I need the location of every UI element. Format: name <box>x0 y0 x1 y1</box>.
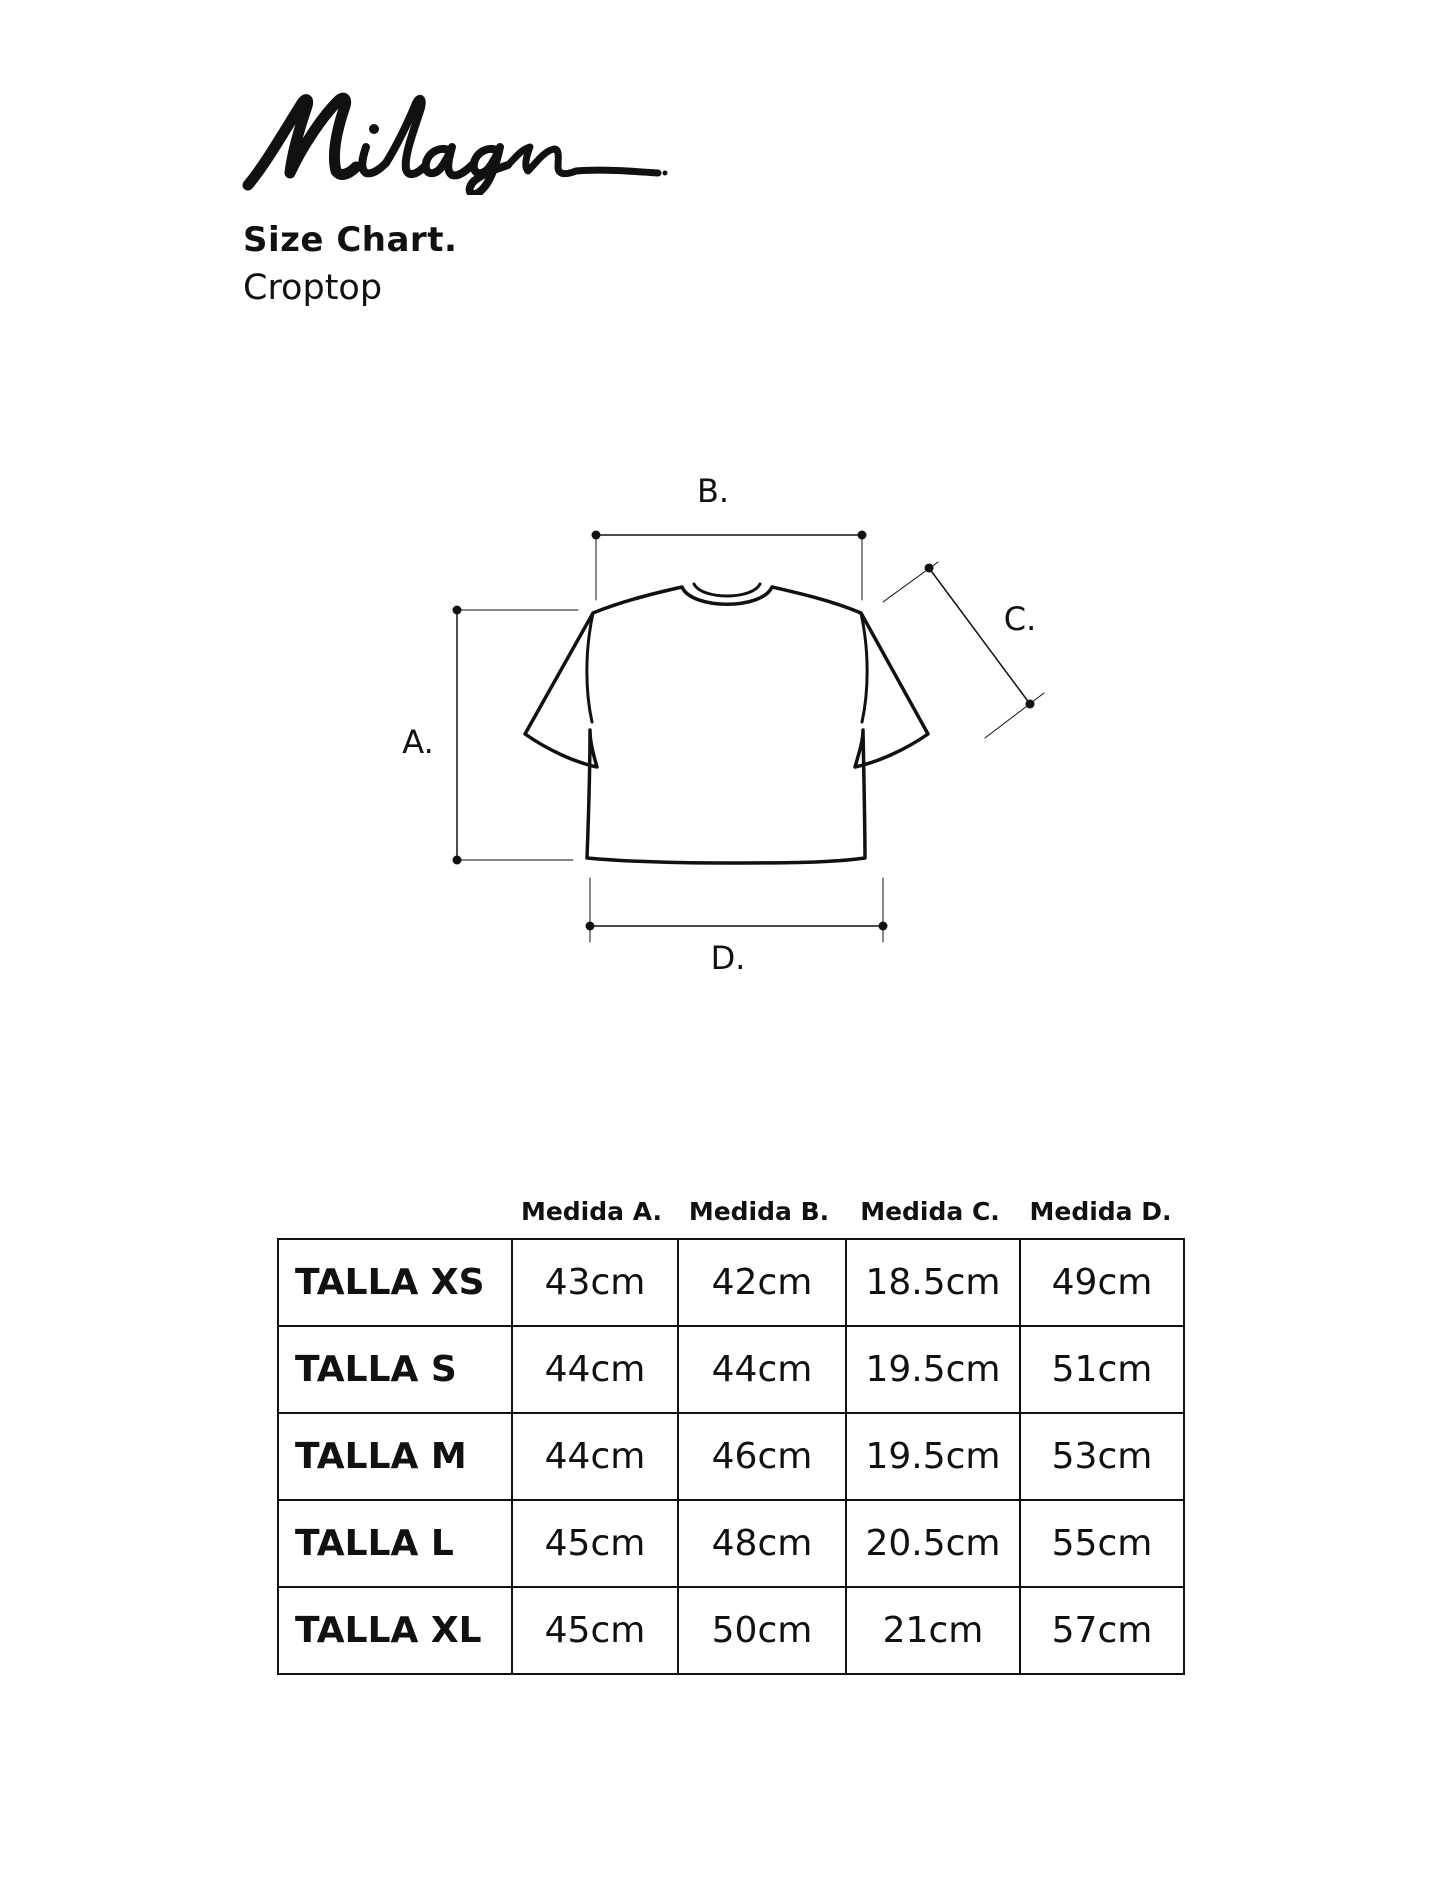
table-cell: 44cm <box>512 1413 678 1500</box>
table-cell: 51cm <box>1020 1326 1184 1413</box>
table-cell: 42cm <box>678 1239 846 1326</box>
table-cell: 21cm <box>846 1587 1020 1674</box>
table-cell: 43cm <box>512 1239 678 1326</box>
table-column-headers <box>508 1197 1184 1226</box>
column-header-medida-c: Medida C. <box>860 1197 1000 1226</box>
table-cell: 18.5cm <box>846 1239 1020 1326</box>
table-cell: 50cm <box>678 1587 846 1674</box>
table-cell: 53cm <box>1020 1413 1184 1500</box>
table-cell: 44cm <box>678 1326 846 1413</box>
brand-logo <box>240 85 670 195</box>
table-cell: 44cm <box>512 1326 678 1413</box>
label-b: B. <box>696 472 730 510</box>
table-cell: 49cm <box>1020 1239 1184 1326</box>
table-cell: 57cm <box>1020 1587 1184 1674</box>
table-row <box>278 1413 1184 1500</box>
table-cell: 45cm <box>512 1500 678 1587</box>
size-label: TALLA L <box>278 1500 512 1587</box>
page-subtitle: Croptop <box>243 268 383 308</box>
size-label: TALLA XS <box>278 1239 512 1326</box>
label-d: D. <box>710 939 746 977</box>
size-table <box>277 1238 1185 1675</box>
croptop-diagram <box>380 460 1080 980</box>
table-cell: 45cm <box>512 1587 678 1674</box>
table-cell: 19.5cm <box>846 1413 1020 1500</box>
table-row <box>278 1326 1184 1413</box>
right-sleeve-seam <box>861 613 867 722</box>
table-row <box>278 1587 1184 1674</box>
table-cell: 48cm <box>678 1500 846 1587</box>
table-cell: 19.5cm <box>846 1326 1020 1413</box>
table-cell: 55cm <box>1020 1500 1184 1587</box>
table-row <box>278 1500 1184 1587</box>
column-header-medida-a: Medida A. <box>520 1197 663 1226</box>
column-header-medida-b: Medida B. <box>688 1197 830 1226</box>
neckline <box>694 584 760 596</box>
left-sleeve-seam <box>587 613 593 722</box>
page-title: Size Chart. <box>243 220 458 260</box>
table-cell: 46cm <box>678 1413 846 1500</box>
label-c: C. <box>1003 600 1037 638</box>
column-header-medida-d: Medida D. <box>1029 1197 1172 1226</box>
croptop-outline <box>525 587 928 863</box>
table-row <box>278 1239 1184 1326</box>
table-cell: 20.5cm <box>846 1500 1020 1587</box>
size-label: TALLA M <box>278 1413 512 1500</box>
size-label: TALLA S <box>278 1326 512 1413</box>
size-label: TALLA XL <box>278 1587 512 1674</box>
label-a: A. <box>402 723 434 761</box>
